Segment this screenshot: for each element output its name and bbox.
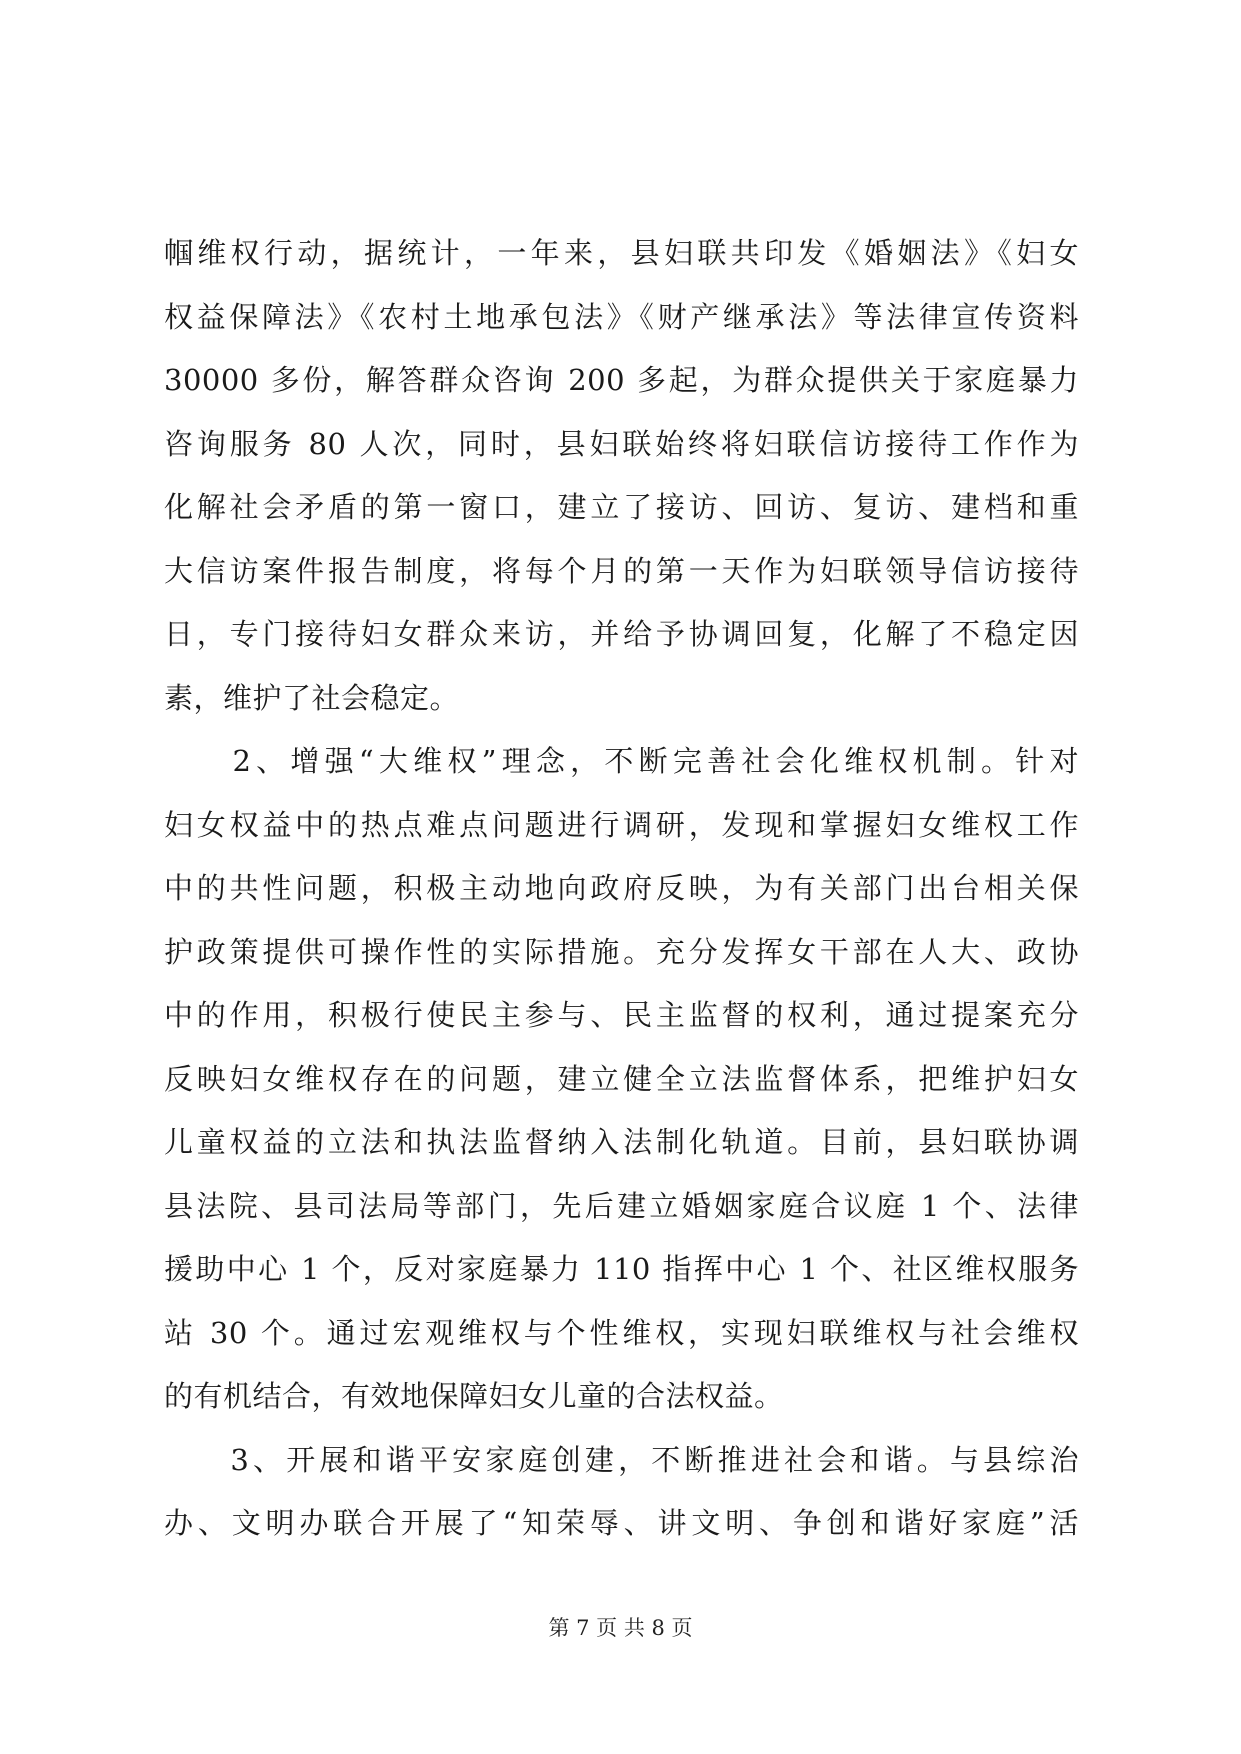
text-line: 站 30 个。通过宏观维权与个性维权，实现妇联维权与社会维权	[164, 1315, 1079, 1350]
text-line: 中的共性问题，积极主动地向政府反映，为有关部门出台相关保	[164, 871, 1079, 905]
text-line: 3、开展和谐平安家庭创建，不断推进社会和谐。与县综治	[164, 1442, 1079, 1477]
text-line: 帼维权行动，据统计，一年来，县妇联共印发《婚姻法》《妇女	[164, 236, 1079, 270]
text-line: 权益保障法》《农村土地承包法》《财产继承法》等法律宣传资料	[164, 299, 1079, 334]
text-line: 素，维护了社会稳定。	[164, 680, 460, 715]
text-line: 化解社会矛盾的第一窗口，建立了接访、回访、复访、建档和重	[164, 490, 1079, 524]
text-line: 反映妇女维权存在的问题，建立健全立法监督体系，把维护妇女	[164, 1061, 1079, 1096]
text-line: 的有机结合，有效地保障妇女儿童的合法权益。	[164, 1379, 784, 1413]
text-line: 日，专门接待妇女群众来访，并给予协调回复，化解了不稳定因	[164, 617, 1079, 651]
text-line: 30000 多份，解答群众咨询 200 多起，为群众提供关于家庭暴力	[164, 363, 1079, 397]
page-number-footer: 第 7 页 共 8 页	[548, 1616, 693, 1640]
text-line: 护政策提供可操作性的实际措施。充分发挥女干部在人大、政协	[164, 934, 1079, 969]
text-line: 办、文明办联合开展了“知荣辱、讲文明、争创和谐好家庭”活	[164, 1506, 1079, 1540]
text-line: 儿童权益的立法和执法监督纳入法制化轨道。目前，县妇联协调	[164, 1125, 1079, 1159]
text-line: 大信访案件报告制度，将每个月的第一天作为妇联领导信访接待	[164, 553, 1079, 588]
text-line: 2、增强“大维权”理念，不断完善社会化维权机制。针对	[164, 744, 1079, 778]
text-line: 咨询服务 80 人次，同时，县妇联始终将妇联信访接待工作作为	[164, 426, 1079, 461]
text-line: 中的作用，积极行使民主参与、民主监督的权利，通过提案充分	[164, 998, 1079, 1032]
body-text	[164, 222, 1079, 1556]
text-line: 援助中心 1 个，反对家庭暴力 110 指挥中心 1 个、社区维权服务	[164, 1252, 1079, 1286]
text-line: 妇女权益中的热点难点问题进行调研，发现和掌握妇女维权工作	[164, 807, 1079, 842]
text-line: 县法院、县司法局等部门，先后建立婚姻家庭合议庭 1 个、法律	[164, 1188, 1079, 1223]
